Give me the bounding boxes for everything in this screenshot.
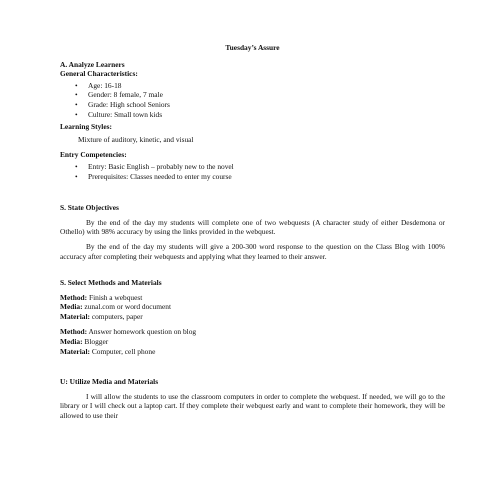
entry-competencies-heading: Entry Competencies:	[60, 150, 127, 160]
method-line	[60, 293, 445, 303]
section-u-heading: U: Utilize Media and Materials	[60, 377, 159, 387]
method-value: Finish a webquest	[87, 292, 143, 302]
material-line	[60, 347, 445, 357]
list-item: • Culture: Small town kids	[75, 110, 445, 120]
list-item: • Entry: Basic English – probably new to the novel	[75, 162, 445, 172]
material-value: computers, paper	[89, 311, 143, 321]
section-s-objectives-heading: S. State Objectives	[60, 203, 119, 213]
material-label: Material:	[60, 346, 90, 356]
media-value: Blogger	[82, 337, 109, 347]
list-item: • Age: 16-18	[75, 81, 445, 91]
media-label: Media:	[60, 337, 83, 347]
media-line	[60, 302, 445, 312]
method-label: Method:	[60, 292, 88, 302]
media-label: Media:	[60, 302, 83, 312]
material-line	[60, 312, 445, 322]
section-s-methods-heading: S. Select Methods and Materials	[60, 278, 162, 288]
method-value: Answer homework question on blog	[87, 327, 197, 337]
learning-styles-text: Mixture of auditory, kinetic, and visual	[78, 134, 194, 144]
section-a-heading: A. Analyze Learners	[60, 59, 125, 69]
entry-competencies-list	[60, 162, 445, 181]
material-label: Material:	[60, 311, 90, 321]
document-title: Tuesday’s Assure	[225, 43, 280, 52]
list-item: • Prerequisites: Classes needed to enter my course	[75, 172, 445, 182]
list-item: • Gender: 8 female, 7 male	[75, 90, 445, 100]
objective-paragraph: By the end of the day my students will complete one of two webquests (A character study of either Desdemona or Othello) with 98% accuracy by using the links provided in the webquest.	[60, 217, 445, 237]
method-label: Method:	[60, 327, 88, 337]
utilize-paragraph: I will allow the students to use the classroom computers in order to complete the webquest. If needed, we will go to the library or I will check out a laptop cart. If they complete their webquest early and want to complete their homework, they will be allowed to use their	[60, 391, 445, 421]
media-value: zunal.com or word document	[82, 302, 172, 312]
general-characteristics-list	[60, 81, 445, 119]
general-characteristics-heading: General Characteristics:	[60, 69, 138, 79]
document-page	[60, 43, 445, 421]
material-value: Computer, cell phone	[89, 346, 156, 356]
list-item: • Grade: High school Seniors	[75, 100, 445, 110]
learning-styles-heading: Learning Styles:	[60, 122, 112, 132]
objective-paragraph: By the end of the day my students will give a 200-300 word response to the question on the Class Blog with 100% accuracy after completing their webquests and applying what they learned to their answer.	[60, 241, 445, 261]
media-line	[60, 337, 445, 347]
method-line	[60, 327, 445, 337]
